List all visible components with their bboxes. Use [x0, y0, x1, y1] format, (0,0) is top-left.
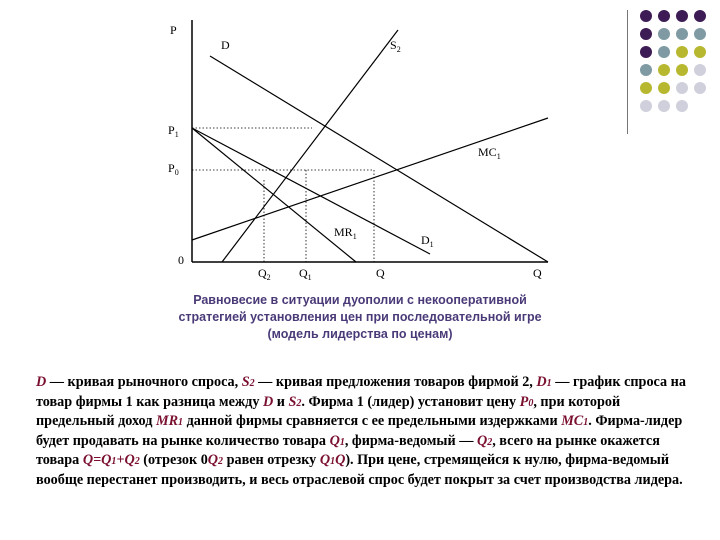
text-run: , фирма-ведомый —	[344, 432, 477, 449]
term-s2: S2	[288, 393, 302, 410]
text-run: ). При цене, стремящейся к нулю, фирма-ведомый вообще перестанет производить, и весь отраслевой спрос будет покрыт за счет производства лидера.	[36, 452, 683, 488]
demand-curve-d1	[192, 128, 430, 254]
explanation-paragraph	[36, 373, 696, 490]
text-run: , при которой предельный доход	[36, 393, 621, 429]
text-run: (отрезок 0	[139, 452, 208, 468]
term-q1q: Q1Q	[319, 452, 346, 468]
text-run: . Фирма-лидер будет продавать на рынке количество товара	[36, 413, 683, 449]
label-s2: $S_2$	[390, 38, 401, 54]
label-p0: $P_0$	[168, 161, 179, 177]
caption-line-2: стратегией установления цен при последовательной игре	[178, 310, 542, 324]
label-mc1: $MC_1$	[478, 145, 501, 161]
figure-caption	[150, 292, 570, 343]
term-d: D	[36, 374, 47, 390]
text-run: — график спроса на товар фирмы 1 как разница между	[36, 374, 686, 410]
term-mr1: MR1	[155, 413, 184, 429]
label-p: P	[170, 23, 177, 37]
term-q2: Q2	[207, 452, 224, 468]
label-q-axis: Q	[533, 266, 542, 280]
caption-line-1: Равновесие в ситуации дуополии с некооперативной	[193, 293, 527, 307]
term-s2: S2	[241, 374, 255, 390]
label-q1: $Q_1$	[299, 266, 312, 282]
text-run: , всего на рынке окажется товара	[36, 432, 660, 468]
caption-line-3: (модель лидерства по ценам)	[267, 327, 453, 341]
text-run: — кривая рыночного спроса,	[46, 374, 242, 390]
text-run: равен отрезку	[223, 452, 320, 468]
term-d1: D1	[536, 374, 552, 390]
term-q-formula: Q=Q1+Q2	[82, 452, 140, 468]
term-p0: P0	[519, 393, 534, 410]
label-mr1: $MR_1$	[334, 225, 357, 241]
text-run: данной фирмы сравняется с ее предельными издержками	[183, 413, 562, 429]
text-run: . Фирма 1 (лидер) установит цену	[301, 393, 520, 410]
label-p1: $P_1$	[168, 123, 179, 139]
label-q: Q	[376, 266, 385, 280]
text-run: — кривая предложения товаров фирмой 2,	[254, 374, 537, 390]
marginal-revenue-mr1	[192, 128, 356, 262]
supply-curve-s2	[222, 30, 398, 262]
term-q2: Q2	[476, 432, 493, 449]
label-origin: 0	[178, 253, 184, 267]
label-d1: $D_1$	[421, 233, 434, 249]
label-q2: $Q_2$	[258, 266, 271, 282]
label-d: D	[221, 38, 230, 52]
term-q1: Q1	[329, 432, 345, 449]
term-d: D	[263, 393, 274, 410]
term-mc1: MC1	[561, 413, 589, 429]
text-run: и	[273, 393, 289, 410]
